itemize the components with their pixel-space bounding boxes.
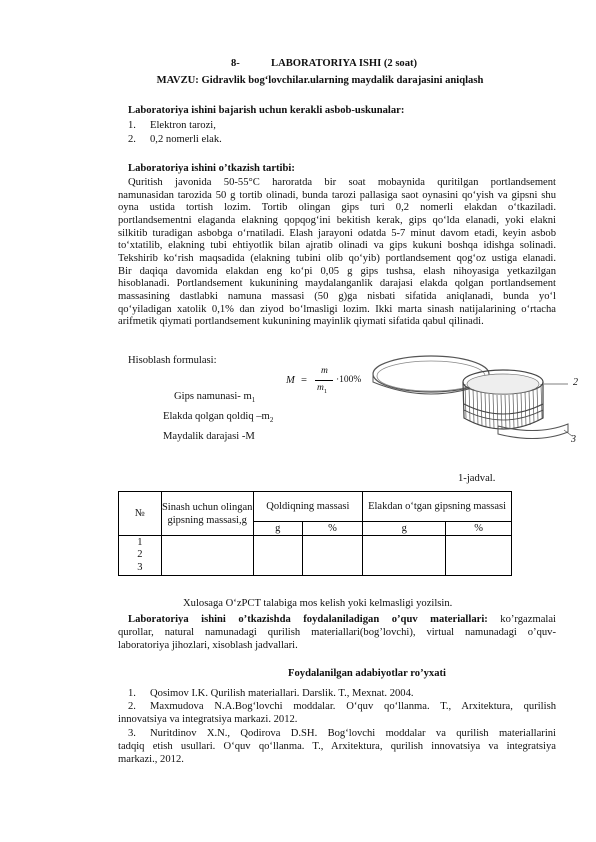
header-num: № (119, 492, 162, 536)
formula-heading: Hisoblash formulasi: (128, 355, 217, 366)
lab-title: LABORATORIYA ISHI (2 soat) (271, 58, 418, 69)
procedure-line: silkitib turadigan asbobga o‘rnatiladi. Elash jarayoni odatda 5-7 minut davom etadi, keyin asbob (118, 227, 556, 239)
fraction-bar (315, 380, 333, 381)
procedure-heading: Laboratoriya ishini o’tkazish tartibi: (128, 163, 295, 174)
formula-lhs: M (286, 375, 295, 386)
subheader-g: g (253, 522, 302, 536)
table-cell (253, 536, 302, 576)
subheader-g: g (363, 522, 446, 536)
procedure-line: massasining dastlabki namuna massasi (50 g)ga nisbati sifatida aniqlanadi, bunda yo‘l (118, 290, 556, 302)
subheader-percent: % (302, 522, 362, 536)
materials-heading: Laboratoriya ishini o’tkazishda foydalaniladigan o’quv materiallari: (128, 614, 488, 625)
reference-item: 1. Qosimov I.K. Qurilish materiallari. Darslik. T., Mexnat. 2004. (128, 688, 414, 699)
list-text: 0,2 nomerli elak. (150, 134, 222, 145)
procedure-line: to‘xtatilib, elakning tubi ehtiyotlik bilan ajratib olinadi va gips kukuni boshqa idishga solinadi. (118, 240, 556, 252)
figure-label: 3 (571, 434, 576, 445)
reference-item: 3. Nuritdinov X.N., Qodirova D.SH. Bog‘lovchi moddalar va qurilish materiallarini (128, 727, 556, 739)
procedure-line: Bir daqiqa davomida elakdan eng ko‘pi 0,05 g gips tushsa, elash nihoyasiga yetkazilgan (118, 265, 556, 277)
formula-factor: ·100% (336, 375, 362, 385)
procedure-line: portlandsementni elaganda elakning qopqog‘ini bekitish kerak, gips qo‘lda elanadi, yoki elakni (118, 214, 556, 226)
formula-denominator: $m_1$ (317, 383, 328, 395)
lab-subject: MAVZU: Gidravlik bog‘lovchilar.ularning maydalik darajasini aniqlash (156, 75, 484, 86)
formula-numerator: m (321, 366, 328, 376)
table-row: 2 (137, 549, 143, 561)
subheader-percent: % (446, 522, 512, 536)
procedure-line: qo‘yiladigan xatolik 0,1% dan ziyod bo‘lmasligi lozim. Ikki marta sinash natijalarining o‘rtacha (118, 303, 556, 315)
references-heading: Foydalanilgan adabiyotlar ro’yxati (288, 668, 446, 679)
formula-equals: = (301, 375, 307, 386)
procedure-line: oyna ustida tortish lozim. Tortib olingan gips turi 0,2 nomerli elakdan o‘tkaziladi. (118, 202, 556, 214)
formula-def: Maydalik darajasi -M (163, 431, 255, 442)
procedure-line: Tekshirib ko‘rish maqsadida (elakning tubini olib qo‘yib) portlandsement qog‘oz ustiga elanadi. (118, 252, 556, 264)
lab-number: 8- (231, 58, 240, 69)
reference-item-cont: markazi., 2012. (118, 754, 184, 766)
procedure-line: hisoblanadi. Portlandsement kukunining maydalanganlik darajasi elakda qolgan portlandsement (118, 278, 556, 290)
equipment-heading: Laboratoriya ishini bajarish uchun kerakli asbob-uskunalar: (128, 105, 405, 116)
table-cell (302, 536, 362, 576)
references-list (118, 687, 556, 766)
materials-text (118, 613, 556, 652)
sieve-figure (368, 340, 586, 448)
table-row: 1 (137, 536, 143, 548)
list-text: Elektron tarozi, (150, 120, 216, 131)
table-cell (161, 536, 253, 576)
list-number: 2. (128, 134, 136, 145)
header-passed: Elakdan o‘tgan gipsning massasi (363, 492, 512, 522)
table-row: 3 (137, 561, 143, 573)
row-numbers (119, 536, 162, 576)
procedure-line: Quritish javonida 50-55°C haroratda bir soat mobaynida quritilgan portlandsement (128, 177, 556, 188)
formula-def: Elakda qolgan qoldiq $-m_2$ (163, 411, 274, 425)
table-cell (446, 536, 512, 576)
conclusion-text: Xulosaga O‘zPCT talabiga mos kelish yoki kelmasligi yozilsin. (183, 598, 453, 609)
header-mass: Sinash uchun olingan gipsning massasi,g (161, 492, 253, 536)
equipment-item (128, 120, 216, 131)
results-table (118, 491, 512, 576)
procedure-text (118, 177, 556, 329)
equipment-item (128, 134, 222, 145)
procedure-line: namunasidan tarozida 50 g tortib olinadi, bunda tarozi pallasiga saot oynasini qo‘yish va gipsni shu (118, 189, 556, 201)
reference-item-cont: innovatsiya va integratsiya markazi. 2012. (118, 714, 298, 726)
materials-line: laboratoriya jihozlari, xisoblash jadvallari. (118, 640, 298, 651)
reference-item: 2. Maxmudova N.A.Bog‘lovchi moddalar. O‘quv qo‘llanma. T., Arxitektura, qurilish (128, 701, 556, 713)
header-residue: Qoldiqning massasi (253, 492, 362, 522)
reference-item-cont: tadqiq etish usullari. O‘quv qo‘llanma. T., Arxitektura, qurilish innovatsiya va integratsiya (118, 740, 556, 752)
table-cell (363, 536, 446, 576)
procedure-line: arifmetik qiymati portlandsement kukunining mayinlik qiymati sifatida qabul qilinadi. (118, 316, 484, 328)
materials-line: Laboratoriya ishini o’tkazishda foydalaniladigan o’quv materiallari: ko’rgazmalai (128, 614, 556, 625)
formula (286, 365, 366, 401)
formula-def: Gips namunasi- $m_1$ (174, 391, 256, 405)
table-caption: 1-jadval. (458, 473, 496, 484)
list-number: 1. (128, 120, 136, 131)
figure-label: 2 (573, 377, 578, 388)
materials-line: qurollar, natural namunadagi qurilish materiallari(bog’lovchi), virtual namunadagi o’quv- (118, 627, 556, 638)
